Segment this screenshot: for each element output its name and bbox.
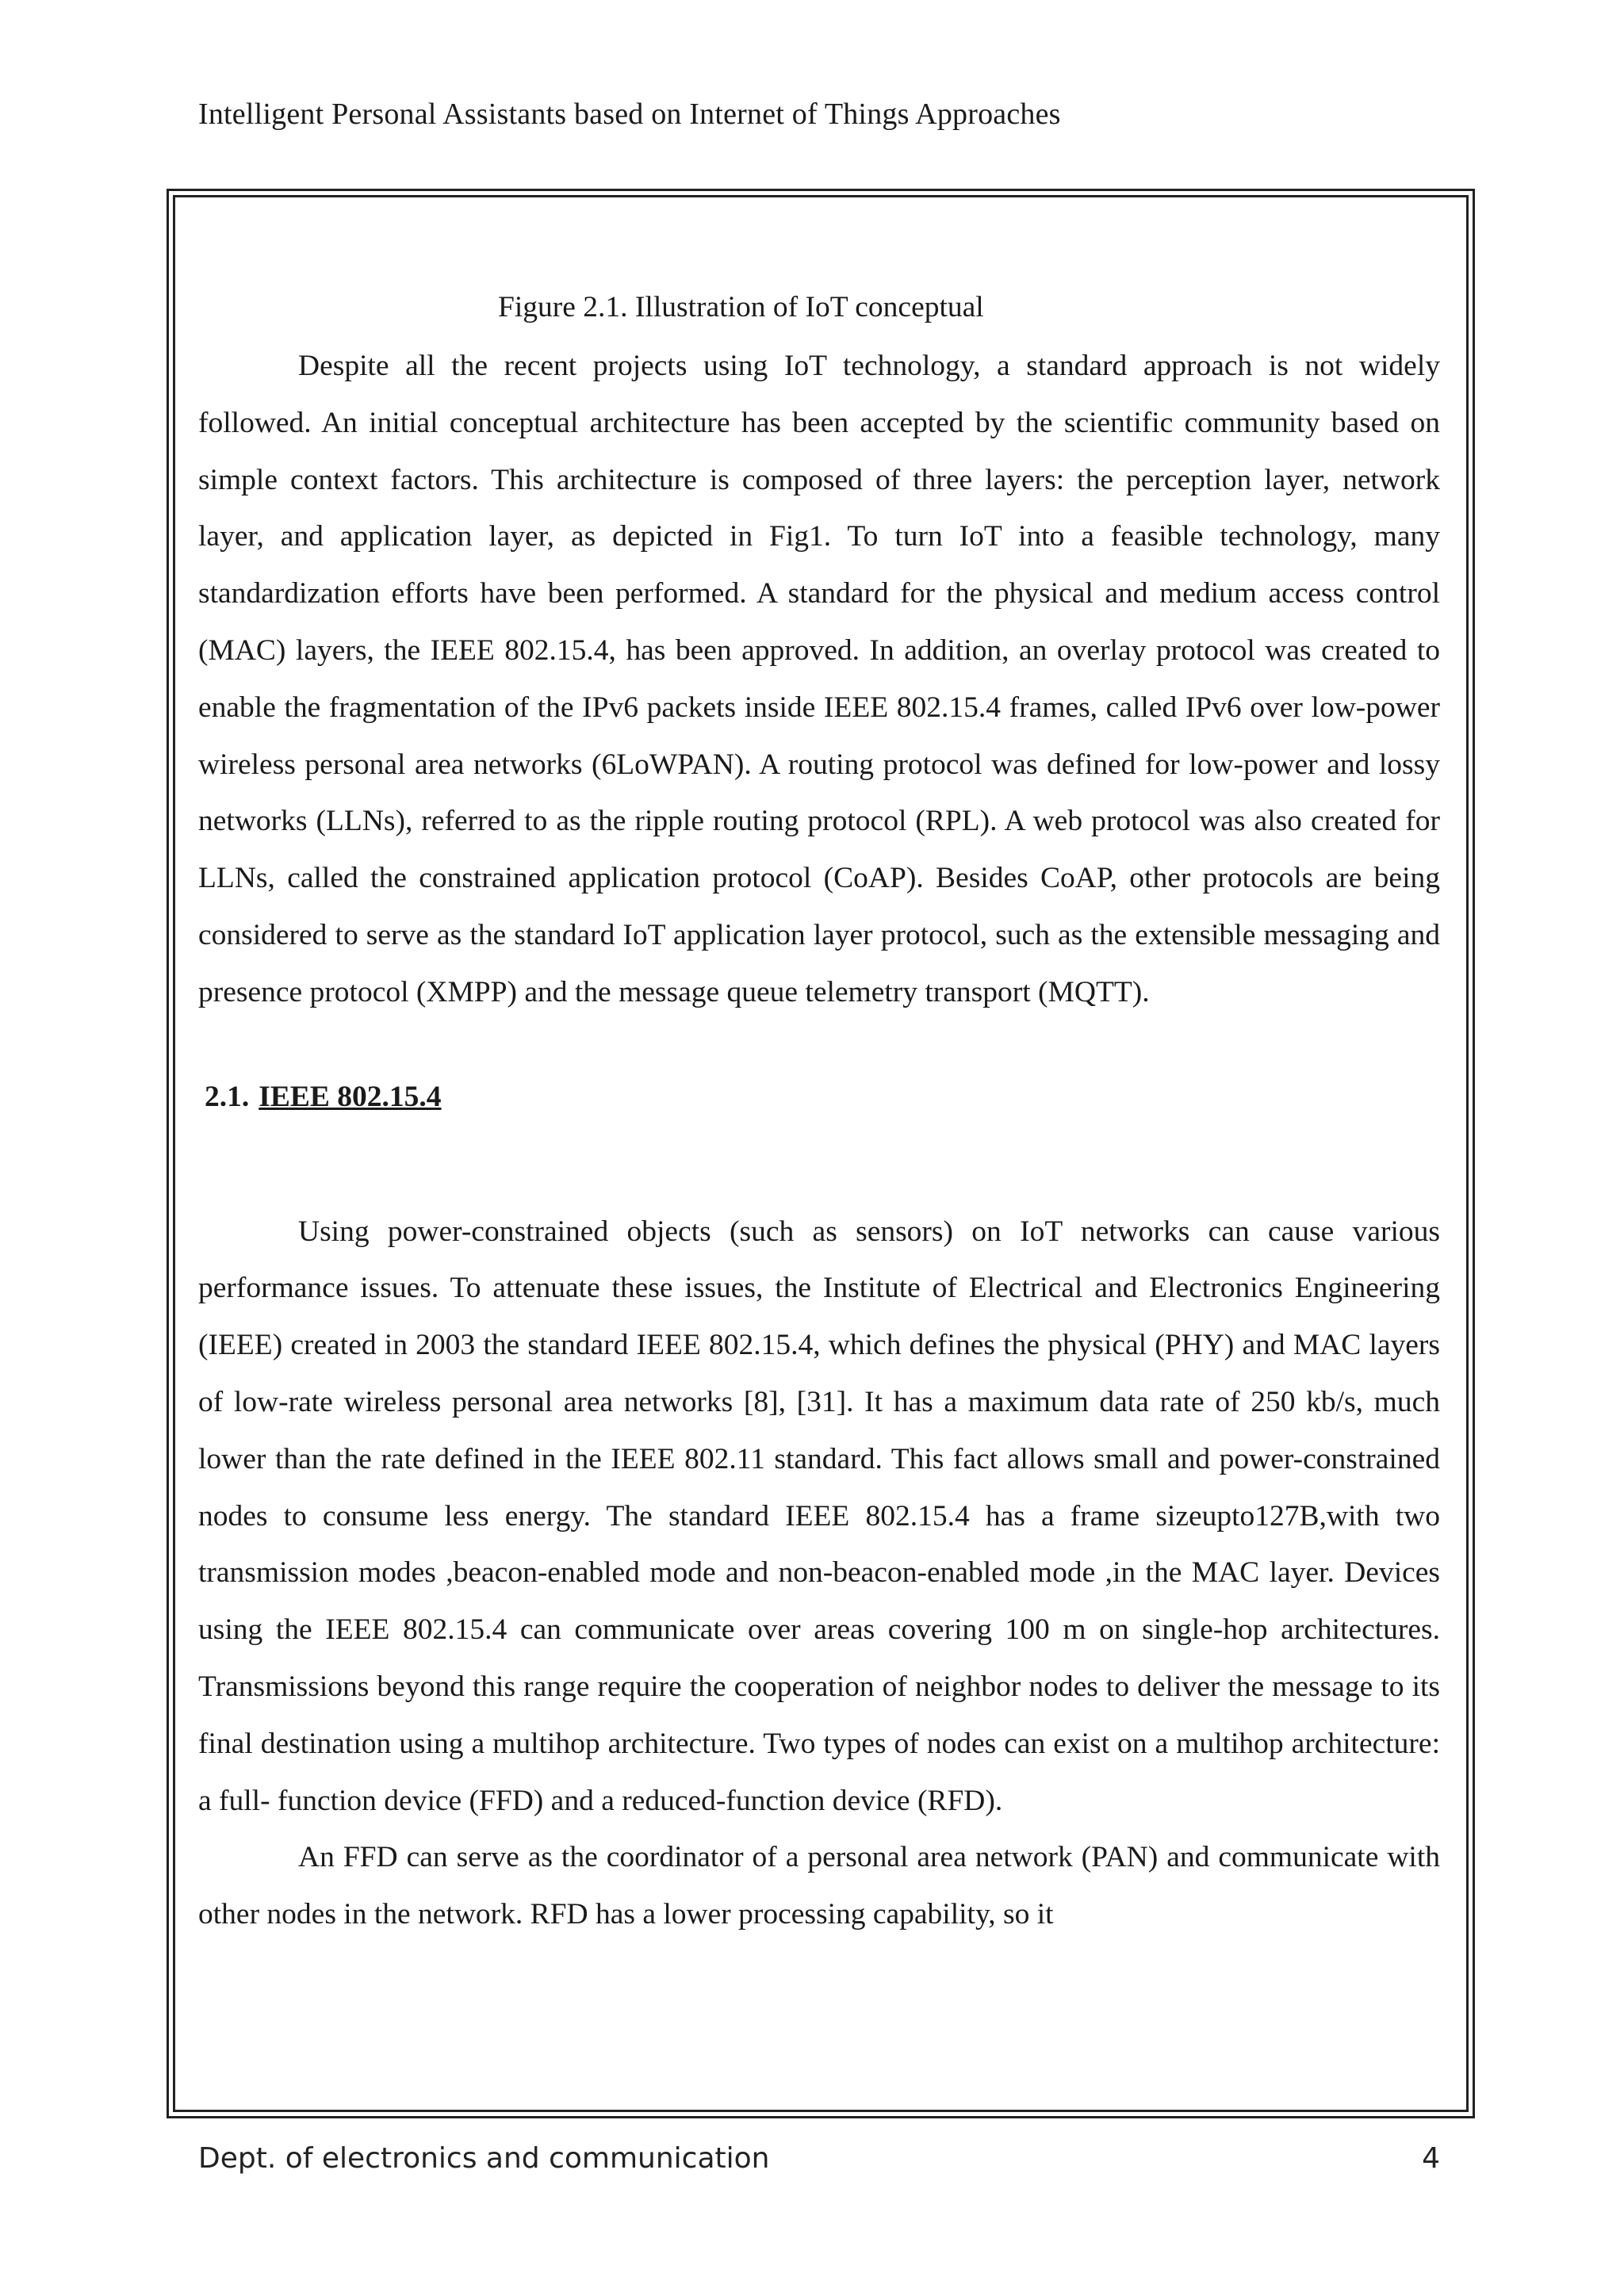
section-number: 2.1.	[205, 1080, 250, 1113]
paragraph-ffd: An FFD can serve as the coordinator of a personal area network (PAN) and communicate with other nodes in the network. RFD has a lower processing capability, so it	[198, 1841, 1440, 1931]
paragraph-iot-architecture: Despite all the recent projects using IoT technology, a standard approach is not widely followed. An initial conceptual architecture has been accepted by the scientific community based on simple context factors. This architecture is composed of three layers: the perception layer, network layer, and application layer, as depicted in Fig1. To turn IoT into a feasible technology, many standardization efforts have been performed. A standard for the physical and medium access control (MAC) layers, the IEEE 802.15.4, has been approved. In addition, an overlay protocol was created to enable the fragmentation of the IPv6 packets inside IEEE 802.15.4 frames, called IPv6 over low-power wireless personal area networks (6LoWPAN). A routing protocol was defined for low-power and lossy networks (LLNs), referred to as the ripple routing protocol (RPL). A web protocol was also created for LLNs, called the constrained application protocol (CoAP). Besides CoAP, other protocols are being considered to serve as the standard IoT application layer protocol, such as the extensible messaging and presence protocol (XMPP) and the message queue telemetry transport (MQTT).	[198, 350, 1440, 1008]
figure-caption: Figure 2.1. Illustration of IoT conceptual	[498, 291, 984, 323]
running-header: Intelligent Personal Assistants based on Internet of Things Approaches	[198, 98, 1061, 131]
section-title: IEEE 802.15.4	[259, 1080, 442, 1113]
section-heading	[205, 1075, 1440, 1119]
page-content	[198, 285, 1440, 1943]
page-number: 4	[1422, 2142, 1440, 2175]
footer-department: Dept. of electronics and communication	[198, 2142, 770, 2175]
paragraph-ieee-802154: Using power-constrained objects (such as sensors) on IoT networks can cause various performance issues. To attenuate these issues, the Institute of Electrical and Electronics Engineering (IEEE) created in 2003 the standard IEEE 802.15.4, which defines the physical (PHY) and MAC layers of low-rate wireless personal area networks [8], [31]. It has a maximum data rate of 250 kb/s, much lower than the rate defined in the IEEE 802.11 standard. This fact allows small and power-constrained nodes to consume less energy. The standard IEEE 802.15.4 has a frame sizeupto127B,with two transmission modes ,beacon-enabled mode and non-beacon-enabled mode ,in the MAC layer. Devices using the IEEE 802.15.4 can communicate over areas covering 100 m on single-hop architectures. Transmissions beyond this range require the cooperation of neighbor nodes to deliver the message to its final destination using a multihop architecture. Two types of nodes can exist on a multihop architecture: a full- function device (FFD) and a reduced-function device (RFD).	[198, 1215, 1440, 1817]
